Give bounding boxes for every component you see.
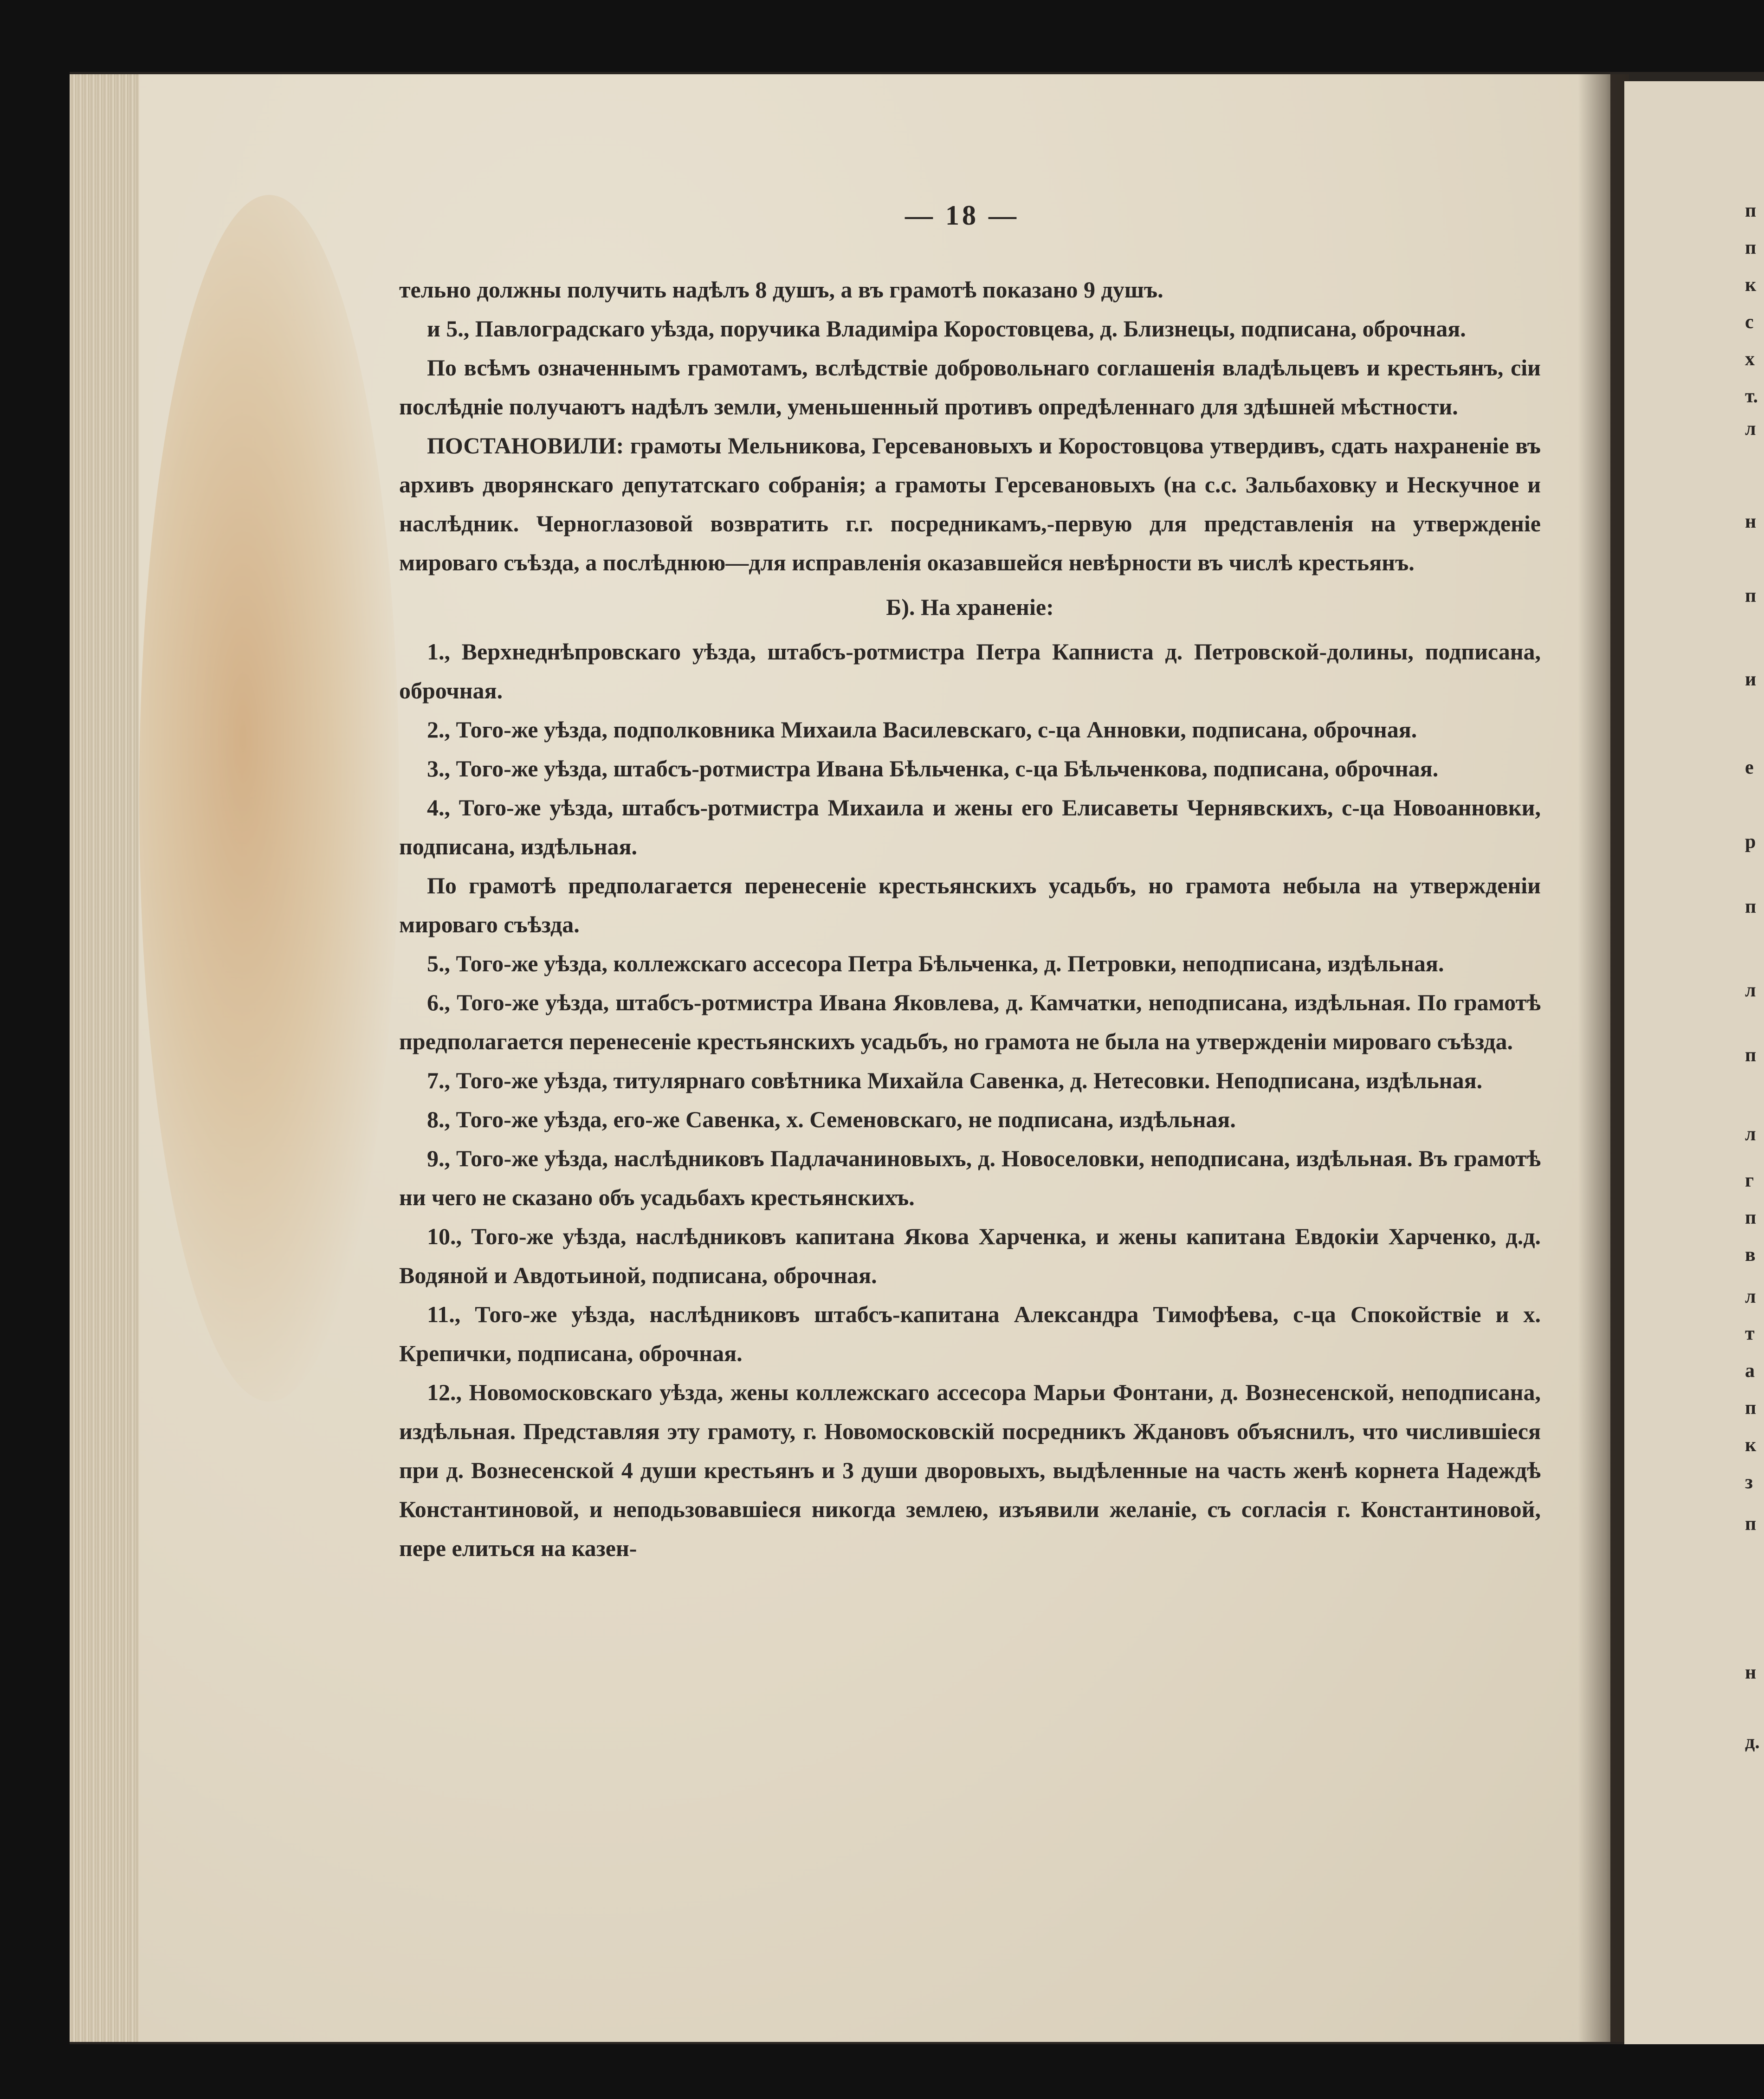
paragraph: 12., Новомосковскаго уѣзда, жены коллежскаго ассесора Марьи Фонтани, д. Вознесенской, неподписана, издѣльная. Представляя эту грамоту, г. Новомосковскій посредникъ Ждановъ объяснилъ, что числившіеся при д. Вознесенской 4 души крестьянъ и 3 души дворовыхъ, выдѣленные на часть женѣ корнета Надеждѣ Константиновой, и неподьзовавшіеся никогда землею, изъявили желаніе, съ согласія г. Константиновой, пере елиться на казен- [399, 1379, 1541, 1561]
right-page-fragment: п [1745, 1207, 1757, 1228]
paragraph: 8., Того-же уѣзда, его-же Савенка, х. Семеновскаго, не подписана, издѣльная. [427, 1106, 1236, 1132]
paragraph: 5., Того-же уѣзда, коллежскаго ассесора Петра Бѣльченка, д. Петровки, неподписана, издѣльная. [427, 950, 1444, 976]
right-page-fragment: л [1745, 418, 1756, 439]
right-page-fragment: п [1745, 200, 1757, 221]
paragraph: тельно должны получить надѣлъ 8 душъ, а въ грамотѣ показано 9 душъ. [399, 277, 1163, 303]
paragraph: 10., Того-же уѣзда, наслѣдниковъ капитана Якова Харченка, и жены капитана Евдокіи Харченко, д.д. Водяной и Авдотьиной, подписана, оброчная. [399, 1223, 1541, 1288]
paragraph: и 5., Павлоградскаго уѣзда, поручика Владиміра Коростовцева, д. Близнецы, подписана, оброчная. [427, 316, 1466, 342]
right-page-fragment: и [1745, 669, 1757, 690]
right-page-fragment: д. [1745, 1731, 1760, 1753]
paragraph: 2., Того-же уѣзда, подполковника Михаила Василевскаго, с-ца Анновки, подписана, оброчная. [427, 717, 1417, 743]
right-page-fragment: е [1745, 757, 1754, 778]
right-page-fragment: с [1745, 311, 1754, 333]
right-page-fragment: л [1745, 1124, 1756, 1145]
section-heading: Б). На храненіе: [886, 594, 1054, 620]
right-page-fragment: т. [1745, 386, 1758, 407]
paragraph: 7., Того-же уѣзда, титулярнаго совѣтника Михайла Савенка, д. Нетесовки. Неподписана, издѣльная. [427, 1067, 1483, 1093]
right-page-fragment: п [1745, 1513, 1757, 1535]
right-page [1624, 81, 1764, 2044]
paragraph: ПОСТАНОВИЛИ: грамоты Мельникова, Герсевановыхъ и Коростовцова утвердивъ, сдать нахраненіе въ архивъ дворянскаго депутатскаго собранія; а грамоты Герсевановыхъ (на с.с. Зальбаховку и Нескучное и наслѣдник. Черноглазовой возвратить г.г. посредникамъ,-первую для представленія на утвержденіе мироваго съѣзда, а послѣднюю—для исправленія оказавшейся невѣрности въ числѣ крестьянъ. [399, 433, 1541, 575]
page-edges [70, 74, 149, 2042]
right-page-fragment: к [1745, 274, 1757, 296]
right-page-fragment: п [1745, 1045, 1757, 1066]
book-gutter [1578, 74, 1629, 2042]
page-number: — 18 — [905, 200, 1019, 231]
paragraph: По всѣмъ означеннымъ грамотамъ, вслѣдствіе добровольнаго соглашенія владѣльцевъ и крестьянъ, сіи послѣдніе получаютъ надѣлъ земли, уменьшенный противъ опредѣленнаго для здѣшней мѣстности. [399, 355, 1541, 420]
paragraph: 6., Того-же уѣзда, штабсъ-ротмистра Ивана Яковлева, д. Камчатки, неподписана, издѣльная. По грамотѣ предполагается перенесеніе крестьянскихъ усадьбъ, но грамота не была на утвержденіи мироваго съѣзда. [399, 989, 1541, 1054]
right-page-fragment: п [1745, 896, 1757, 917]
right-page-fragment: н [1745, 511, 1757, 532]
right-page-fragment: л [1745, 980, 1756, 1001]
right-page-fragment: п [1745, 237, 1757, 258]
page-text [399, 270, 1541, 1568]
paragraph: По грамотѣ предполагается перенесеніе крестьянскихъ усадьбъ, но грамота небыла на утвержденіи мироваго съѣзда. [399, 872, 1541, 937]
right-page-fragment: т [1745, 1323, 1755, 1344]
paragraph: 4., Того-же уѣзда, штабсъ-ротмистра Михаила и жены его Елисаветы Чернявскихъ, с-ца Новоанновки, подписана, издѣльная. [399, 794, 1541, 859]
right-page-fragment: п [1745, 585, 1757, 607]
right-page-fragment: к [1745, 1434, 1757, 1456]
right-page-fragment: х [1745, 349, 1755, 370]
paragraph: 1., Верхнеднѣпровскаго уѣзда, штабсъ-ротмистра Петра Капниста д. Петровской-долины, подписана, оброчная. [399, 639, 1541, 704]
right-page-fragment: з [1745, 1472, 1753, 1493]
paragraph: 3., Того-же уѣзда, штабсъ-ротмистра Ивана Бѣльченка, с-ца Бѣльченкова, подписана, оброчная. [427, 756, 1439, 781]
right-page-fragment: н [1745, 1662, 1757, 1683]
paragraph: 9., Того-же уѣзда, наслѣдниковъ Падлачаниновыхъ, д. Новоселовки, неподписана, издѣльная. Въ грамотѣ ни чего не сказано объ усадьбахъ крестьянскихъ. [399, 1145, 1541, 1210]
right-page-fragment: г [1745, 1170, 1754, 1191]
right-page-fragment: р [1745, 831, 1756, 853]
paragraph: 11., Того-же уѣзда, наслѣдниковъ штабсъ-капитана Александра Тимофѣева, с-ца Спокойствіе и х. Крепички, подписана, оброчная. [399, 1301, 1541, 1366]
right-page-fragment: в [1745, 1244, 1756, 1266]
right-page-fragment: а [1745, 1360, 1755, 1382]
right-page-fragment: л [1745, 1286, 1756, 1307]
water-stain [139, 195, 399, 1401]
right-page-fragment: п [1745, 1397, 1757, 1419]
